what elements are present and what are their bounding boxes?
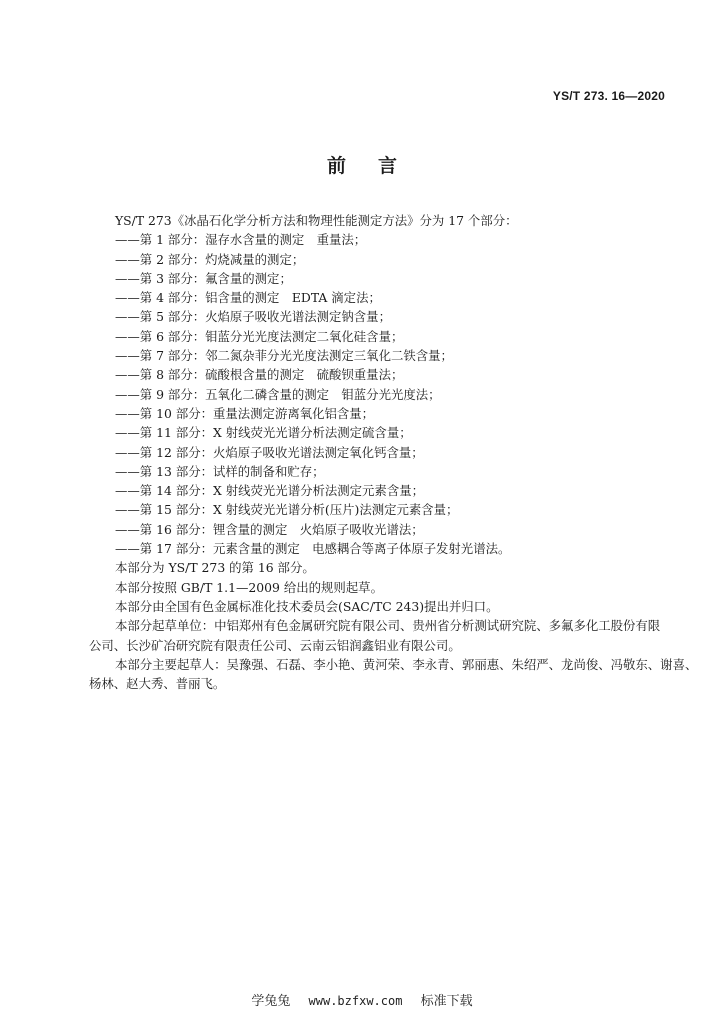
drafting-units-line-1: 本部分起草单位：中铝郑州有色金属研究院有限公司、贵州省分析测试研究院、多氟多化工股份有限: [115, 618, 661, 634]
part-item-15: ——第 15 部分：X 射线荧光光谱分析(压片)法测定元素含量；: [115, 502, 459, 518]
parts-list: [89, 230, 669, 558]
footer-site-name: 学兔兔: [251, 994, 291, 1009]
footer-url-link[interactable]: www.bzfxw.com: [308, 994, 403, 1008]
intro-line: YS/T 273《冰晶石化学分析方法和物理性能测定方法》分为 17 个部分：: [115, 213, 518, 228]
part-item-4: ——第 4 部分：铝含量的测定 EDTA 滴定法；: [115, 290, 381, 306]
part-item-11: ——第 11 部分：X 射线荧光光谱分析法测定硫含量；: [115, 425, 412, 441]
part-item-3: ——第 3 部分：氟含量的测定；: [115, 270, 292, 286]
part-item-2: ——第 2 部分：灼烧减量的测定；: [115, 251, 305, 267]
part-item-5: ——第 5 部分：火焰原子吸收光谱法测定钠含量；: [115, 309, 391, 325]
footer-tagline: 标准下载: [420, 994, 473, 1009]
part-item-14: ——第 14 部分：X 射线荧光光谱分析法测定元素含量；: [115, 483, 424, 499]
part-item-10: ——第 10 部分：重量法测定游离氧化铝含量；: [115, 405, 375, 421]
drafters-line-1: 本部分主要起草人：吴豫强、石磊、李小艳、黄河荣、李永青、郭丽惠、朱绍严、龙尚俊、冯敬东、谢喜、: [115, 656, 698, 672]
part-item-7: ——第 7 部分：邻二氮杂菲分光光度法测定三氧化二铁含量；: [115, 348, 453, 364]
drafters-line-2: 杨林、赵大秀、普丽飞。: [89, 676, 226, 692]
proposed-by-statement: 本部分由全国有色金属标准化技术委员会(SAC/TC 243)提出并归口。: [115, 598, 499, 614]
part-item-17: ——第 17 部分：元素含量的测定 电感耦合等离子体原子发射光谱法。: [115, 541, 511, 557]
part-item-6: ——第 6 部分：钼蓝分光光度法测定二氧化硅含量；: [115, 328, 404, 344]
footer-watermark: [0, 990, 724, 1009]
drafting-units-line-2: 公司、长沙矿冶研究院有限责任公司、云南云铝润鑫铝业有限公司。: [89, 637, 461, 653]
part-item-12: ——第 12 部分：火焰原子吸收光谱法测定氧化钙含量；: [115, 444, 424, 460]
part-item-8: ——第 8 部分：硫酸根含量的测定 硫酸钡重量法；: [115, 367, 404, 383]
foreword-body: [89, 211, 698, 693]
page-title: 前言: [326, 155, 429, 177]
drafting-rules-statement: 本部分按照 GB/T 1.1—2009 给出的规则起草。: [115, 579, 383, 595]
part-item-1: ——第 1 部分：湿存水含量的测定 重量法；: [115, 232, 367, 248]
document-code: YS/T 273. 16—2020: [552, 89, 665, 103]
part-item-13: ——第 13 部分：试样的制备和贮存；: [115, 463, 325, 479]
part-number-statement: 本部分为 YS/T 273 的第 16 部分。: [115, 560, 315, 576]
part-item-9: ——第 9 部分：五氧化二磷含量的测定 钼蓝分光光度法；: [115, 386, 441, 402]
part-item-16: ——第 16 部分：锂含量的测定 火焰原子吸收光谱法；: [115, 521, 424, 537]
